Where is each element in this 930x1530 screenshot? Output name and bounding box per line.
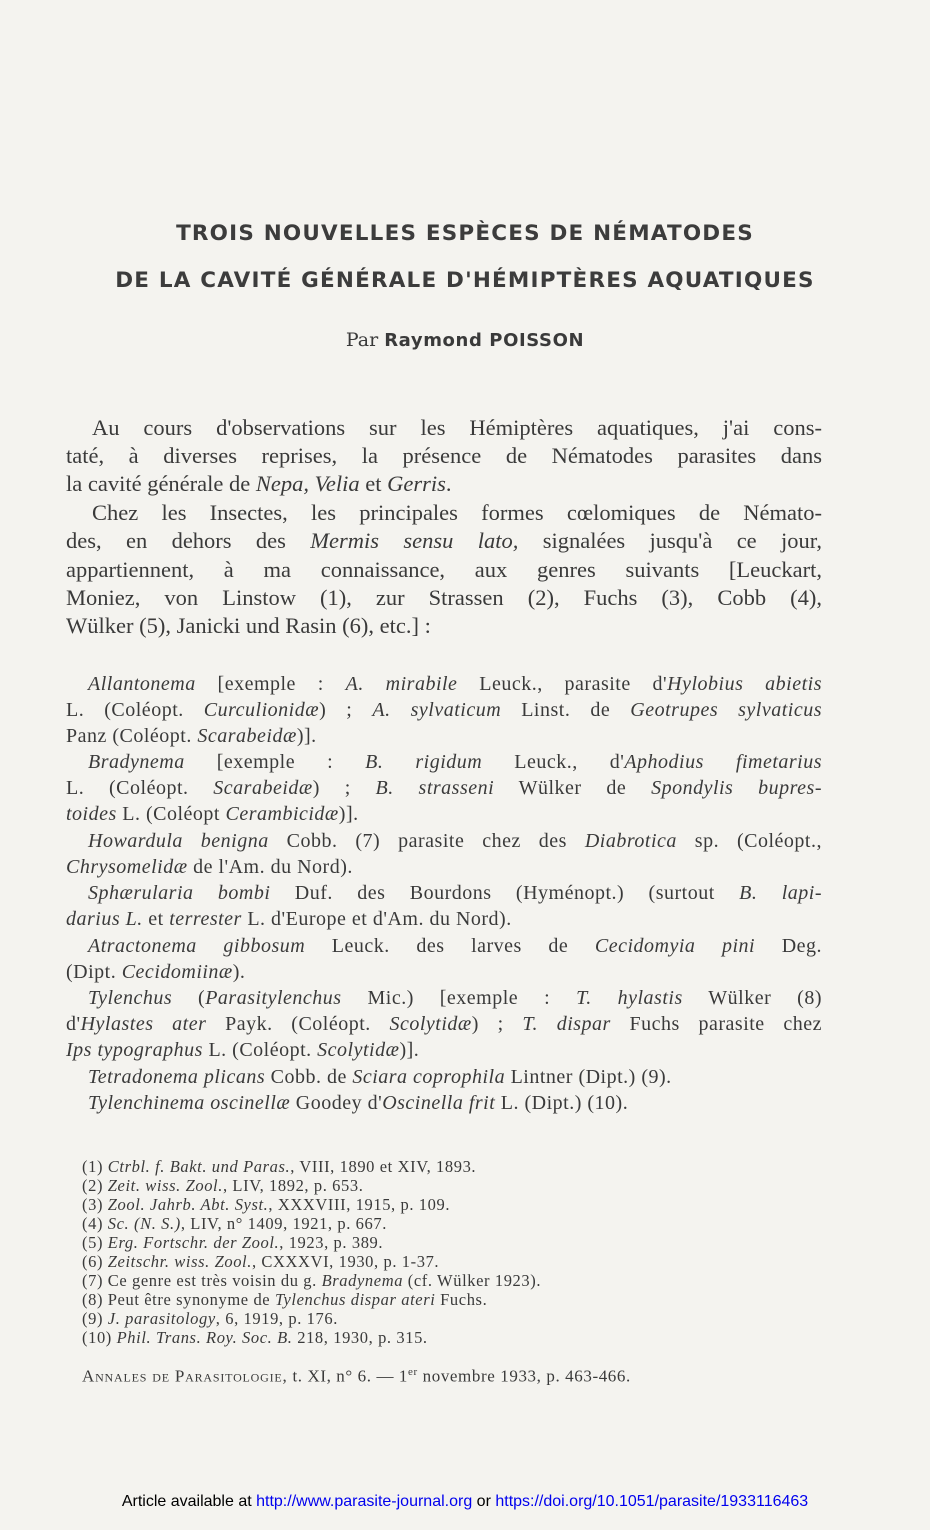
footnote: (4) Sc. (N. S.), LIV, n° 1409, 1921, p. 667. bbox=[82, 1214, 387, 1233]
intro-line: Moniez, von Linstow (1), zur Strassen (2), Fuchs (3), Cobb (4), bbox=[66, 585, 822, 610]
genus-line: darius L. et terrester L. d'Europe et d'Am. du Nord). bbox=[66, 908, 512, 930]
byline-par: Par bbox=[345, 329, 379, 351]
footnote: (10) Phil. Trans. Roy. Soc. B. 218, 1930, p. 315. bbox=[82, 1328, 428, 1347]
intro-line: Chez les Insectes, les principales formes cœlomiques de Némato- bbox=[92, 500, 822, 525]
title-line-2: DE LA CAVITÉ GÉNÉRALE D'HÉMIPTÈRES AQUATIQUES bbox=[115, 268, 815, 293]
doi-link[interactable]: https://doi.org/10.1051/parasite/1933116463 bbox=[495, 1493, 809, 1510]
genus-line: Atractonema gibbosum Leuck. des larves de Cecidomyia pini Deg. bbox=[88, 935, 823, 957]
footnote: (2) Zeit. wiss. Zool., LIV, 1892, p. 653. bbox=[82, 1176, 364, 1195]
intro-line: la cavité générale de Nepa, Velia et Gerris. bbox=[66, 471, 452, 496]
genus-line: toides L. (Coléopt Cerambicidæ)]. bbox=[66, 803, 359, 825]
intro-line: Au cours d'observations sur les Hémiptères aquatiques, j'ai cons- bbox=[92, 415, 822, 440]
footnote: (9) J. parasitology, 6, 1919, p. 176. bbox=[82, 1309, 338, 1328]
byline bbox=[0, 329, 930, 351]
footnote: (1) Ctrbl. f. Bakt. und Paras., VIII, 1890 et XIV, 1893. bbox=[82, 1157, 477, 1176]
genus-line: Allantonema [exemple : A. mirabile Leuck., parasite d'Hylobius abietis bbox=[88, 673, 822, 695]
journal-link[interactable]: http://www.parasite-journal.org bbox=[256, 1493, 473, 1510]
genus-line: Bradynema [exemple : B. rigidum Leuck., d'Aphodius fimetarius bbox=[88, 751, 823, 773]
genus-line: Chrysomelidæ de l'Am. du Nord). bbox=[66, 856, 353, 878]
footnote: (5) Erg. Fortschr. der Zool., 1923, p. 389. bbox=[82, 1233, 384, 1252]
genus-line: Ips typographus L. (Coléopt. Scolytidæ)]. bbox=[66, 1039, 420, 1061]
genus-line: Sphærularia bombi Duf. des Bourdons (Hyménopt.) (surtout B. lapi- bbox=[88, 882, 822, 904]
footnote: (3) Zool. Jahrb. Abt. Syst., XXXVIII, 1915, p. 109. bbox=[82, 1195, 451, 1214]
intro-line: taté, à diverses reprises, la présence de Nématodes parasites dans bbox=[66, 443, 822, 468]
footnote: (6) Zeitschr. wiss. Zool., CXXXVI, 1930, p. 1-37. bbox=[82, 1252, 440, 1271]
genus-line: (Dipt. Cecidomiinæ). bbox=[66, 961, 246, 983]
genus-line: Tetradonema plicans Cobb. de Sciara coprophila Lintner (Dipt.) (9). bbox=[88, 1066, 672, 1088]
journal-citation: Annales de Parasitologie, t. XI, n° 6. — 1er novembre 1933, p. 463-466. bbox=[82, 1366, 631, 1386]
genus-line: Panz (Coléopt. Scarabeidæ)]. bbox=[66, 725, 317, 747]
intro-line: des, en dehors des Mermis sensu lato, signalées jusqu'à ce jour, bbox=[66, 528, 822, 553]
footnote: (8) Peut être synonyme de Tylenchus dispar ateri Fuchs. bbox=[82, 1290, 488, 1309]
genus-line: d'Hylastes ater Payk. (Coléopt. Scolytidæ) ; T. dispar Fuchs parasite chez bbox=[66, 1013, 823, 1035]
intro-line: appartiennent, à ma connaissance, aux genres suivants [Leuckart, bbox=[66, 557, 822, 582]
genus-line: Tylenchinema oscinellæ Goodey d'Oscinella frit L. (Dipt.) (10). bbox=[88, 1092, 629, 1114]
genus-line: L. (Coléopt. Curculionidæ) ; A. sylvaticum Linst. de Geotrupes sylvaticus bbox=[66, 699, 823, 721]
intro-line: Wülker (5), Janicki und Rasin (6), etc.] : bbox=[66, 613, 431, 638]
availability-footer: Article available at http://www.parasite-journal.org or https://doi.org/10.1051/parasite/1933116463 bbox=[121, 1493, 809, 1510]
title-line-1: TROIS NOUVELLES ESPÈCES DE NÉMATODES bbox=[176, 221, 754, 246]
genus-line: Howardula benigna Cobb. (7) parasite chez des Diabrotica sp. (Coléopt., bbox=[88, 830, 822, 852]
footnote: (7) Ce genre est très voisin du g. Bradynema (cf. Wülker 1923). bbox=[82, 1271, 542, 1290]
genus-line: Tylenchus (Parasitylenchus Mic.) [exemple : T. hylastis Wülker (8) bbox=[88, 987, 822, 1009]
author-name: Raymond POISSON bbox=[384, 330, 585, 351]
genus-line: L. (Coléopt. Scarabeidæ) ; B. strasseni Wülker de Spondylis bupres- bbox=[66, 777, 822, 799]
